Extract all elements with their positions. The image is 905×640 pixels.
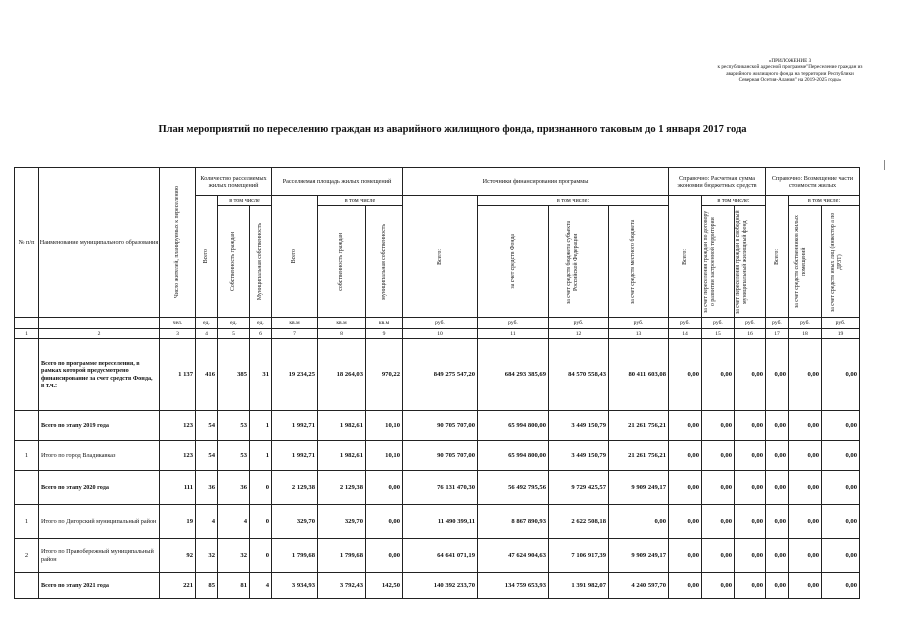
subject-budget-header: за счет средств бюджета субъекта Российской Федерации	[549, 206, 609, 318]
table-row	[15, 441, 860, 471]
table-cell: 19	[160, 505, 196, 539]
table-row	[15, 411, 860, 441]
table-cell: 0,00	[702, 339, 735, 411]
col-name-header: Наименование муниципального образования	[39, 168, 160, 318]
unit-cell: руб.	[669, 318, 702, 329]
table-cell: 0,00	[669, 539, 702, 573]
table-cell: 92	[160, 539, 196, 573]
table-cell: 9 909 249,17	[609, 539, 669, 573]
table-cell: 21 261 756,21	[609, 411, 669, 441]
contract-header: за счет переселения граждан по договору о развитии застроенной территории	[702, 206, 735, 318]
table-cell: 0,00	[702, 471, 735, 505]
table-cell: 9 909 249,17	[609, 471, 669, 505]
municipality-name: Итого по Дигорский муниципальный район	[39, 505, 160, 539]
municipality-name: Всего по этапу 2020 года	[39, 471, 160, 505]
table-cell: 0,00	[766, 441, 789, 471]
table-cell: 0,00	[702, 411, 735, 441]
table-cell: 76 131 470,30	[403, 471, 478, 505]
table-cell: 4 240 597,70	[609, 573, 669, 599]
table-cell: 0,00	[766, 505, 789, 539]
column-number: 2	[39, 329, 160, 339]
table-cell: 221	[160, 573, 196, 599]
table-cell: 84 570 558,43	[549, 339, 609, 411]
table-cell: 123	[160, 441, 196, 471]
table-cell: 54	[196, 441, 218, 471]
column-number: 4	[196, 329, 218, 339]
column-number: 18	[789, 329, 822, 339]
table-cell: 81	[218, 573, 250, 599]
column-number: 7	[272, 329, 318, 339]
table-cell: 36	[196, 471, 218, 505]
table-cell: 19 234,25	[272, 339, 318, 411]
unit-cell: кв.м	[366, 318, 403, 329]
table-cell: 21 261 756,21	[609, 441, 669, 471]
row-index	[15, 411, 39, 441]
table-cell: 32	[196, 539, 218, 573]
table-cell: 1 992,71	[272, 411, 318, 441]
unit-cell: руб.	[478, 318, 549, 329]
column-number: 17	[766, 329, 789, 339]
area-municipal-header: муниципальная собственность	[366, 206, 403, 318]
table-cell: 0,00	[822, 573, 860, 599]
column-number: 8	[318, 329, 366, 339]
table-cell: 0,00	[822, 411, 860, 441]
ref1-incl-header: в том числе:	[702, 196, 766, 206]
table-cell: 0,00	[669, 573, 702, 599]
table-cell: 90 705 707,00	[403, 441, 478, 471]
unit-cell: руб.	[735, 318, 766, 329]
table-cell: 53	[218, 411, 250, 441]
table-cell: 1 391 982,07	[549, 573, 609, 599]
row-index	[15, 573, 39, 599]
table-cell: 64 641 071,19	[403, 539, 478, 573]
column-number: 10	[403, 329, 478, 339]
table-cell: 32	[218, 539, 250, 573]
table-cell: 970,22	[366, 339, 403, 411]
table-cell: 0,00	[822, 339, 860, 411]
table-cell: 0,00	[669, 411, 702, 441]
table-cell: 0,00	[789, 539, 822, 573]
table-row	[15, 539, 860, 573]
area-group-header: Расселяемая площадь жилых помещений	[272, 168, 403, 196]
column-number: 1	[15, 329, 39, 339]
table-cell: 1	[250, 441, 272, 471]
table-cell: 0,00	[789, 441, 822, 471]
appendix-line: «ПРИЛОЖЕНИЕ 3	[768, 58, 812, 64]
table-cell: 0,00	[766, 539, 789, 573]
sources-total-header: Всего:	[403, 196, 478, 318]
ref2-incl-header: в том числе:	[789, 196, 860, 206]
table-cell: 0,00	[735, 505, 766, 539]
appendix-line: к республиканской адресной программе"Переселение граждан из	[717, 64, 863, 71]
table-cell: 1 982,61	[318, 441, 366, 471]
row-index: 2	[15, 539, 39, 573]
column-number: 6	[250, 329, 272, 339]
table-cell: 4	[218, 505, 250, 539]
document-title: План мероприятий по переселению граждан из аварийного жилищного фонда, признанного таковым до 1 января 2017 года	[158, 124, 747, 135]
appendix-line: аварийного жилищного фонда на территории Республики	[726, 70, 854, 77]
table-cell: 134 759 653,93	[478, 573, 549, 599]
column-number: 11	[478, 329, 549, 339]
column-number: 14	[669, 329, 702, 339]
table-cell: 0,00	[766, 411, 789, 441]
table-cell: 65 994 800,00	[478, 441, 549, 471]
table-cell: 1 982,61	[318, 411, 366, 441]
table-cell: 4	[196, 505, 218, 539]
column-number: 3	[160, 329, 196, 339]
units-row	[15, 318, 860, 329]
municipality-name: Всего по этапу 2019 года	[39, 411, 160, 441]
table-cell: 2 129,38	[318, 471, 366, 505]
column-number: 12	[549, 329, 609, 339]
municipality-name: Итого по город Владикавказ	[39, 441, 160, 471]
table-cell: 416	[196, 339, 218, 411]
unit-cell: руб.	[789, 318, 822, 329]
table-cell: 11 490 399,11	[403, 505, 478, 539]
local-budget-header: за счет средств местного бюджета	[609, 206, 669, 318]
municipality-name: Всего по этапу 2021 года	[39, 573, 160, 599]
table-cell: 0,00	[669, 441, 702, 471]
table-row	[15, 573, 860, 599]
table-cell: 0,00	[766, 573, 789, 599]
table-cell: 7 106 917,39	[549, 539, 609, 573]
table-cell: 2 129,38	[272, 471, 318, 505]
table-cell: 0,00	[669, 339, 702, 411]
unit-cell: руб.	[403, 318, 478, 329]
table-cell: 0	[250, 539, 272, 573]
table-cell: 140 392 233,70	[403, 573, 478, 599]
table-cell: 0,00	[735, 539, 766, 573]
table-cell: 0,00	[702, 539, 735, 573]
col-residents-header: Число жителей, планируемых к переселению	[160, 168, 196, 318]
col-num-header: № п/п	[15, 168, 39, 318]
resettlement-plan-table	[14, 167, 860, 599]
table-cell: 56 492 795,56	[478, 471, 549, 505]
table-cell: 0,00	[735, 441, 766, 471]
table-cell: 1 799,68	[318, 539, 366, 573]
table-cell: 0	[250, 505, 272, 539]
table-cell: 0,00	[609, 505, 669, 539]
table-cell: 0,00	[702, 505, 735, 539]
unit-cell: ед.	[250, 318, 272, 329]
table-cell: 3 449 150,79	[549, 411, 609, 441]
table-cell: 0,00	[735, 573, 766, 599]
row-index	[15, 339, 39, 411]
ref-savings-header: Справочно: Расчетная сумма экономии бюджетных средств	[669, 168, 766, 196]
column-numbers-row	[15, 329, 860, 339]
table-cell: 10,10	[366, 411, 403, 441]
table-row	[15, 471, 860, 505]
unit-cell: руб.	[822, 318, 860, 329]
table-cell: 9 729 425,57	[549, 471, 609, 505]
column-number: 13	[609, 329, 669, 339]
table-cell: 142,50	[366, 573, 403, 599]
row-index	[15, 471, 39, 505]
table-cell: 0,00	[766, 339, 789, 411]
area-total-header: Всего	[272, 196, 318, 318]
table-cell: 80 411 603,08	[609, 339, 669, 411]
sources-incl-header: в том числе:	[478, 196, 669, 206]
table-cell: 329,70	[318, 505, 366, 539]
table-cell: 385	[218, 339, 250, 411]
appendix-line: Северная Осетия-Алания" на 2019-2025 годы»	[738, 77, 842, 84]
table-cell: 65 994 800,00	[478, 411, 549, 441]
table-cell: 47 624 904,63	[478, 539, 549, 573]
unit-cell: ед.	[218, 318, 250, 329]
free-stock-header: за счет переселения граждан в свободный муниципальный жилищный фонд	[735, 206, 766, 318]
table-cell: 0,00	[822, 539, 860, 573]
table-cell: 0,00	[789, 339, 822, 411]
table-cell: 2 622 508,18	[549, 505, 609, 539]
rooms-group-header: Количество расселяемых жилых помещений	[196, 168, 272, 196]
table-cell: 31	[250, 339, 272, 411]
owners-header: за счет средств собственников жилых помещений	[789, 206, 822, 318]
table-row	[15, 339, 860, 411]
table-cell: 0,00	[789, 573, 822, 599]
ref2-total-header: Всего:	[766, 196, 789, 318]
unit-cell: ед.	[196, 318, 218, 329]
unit-cell: кв.м	[318, 318, 366, 329]
table-cell: 53	[218, 441, 250, 471]
table-cell: 10,10	[366, 441, 403, 471]
rooms-citizens-header: Собственность граждан	[218, 206, 250, 318]
ref-compensation-header: Справочно: Возмещение части стоимости жилых	[766, 168, 860, 196]
table-cell: 329,70	[272, 505, 318, 539]
column-number: 19	[822, 329, 860, 339]
unit-cell: руб.	[702, 318, 735, 329]
table-row	[15, 505, 860, 539]
table-cell: 0	[250, 471, 272, 505]
table-cell: 36	[218, 471, 250, 505]
table-cell: 111	[160, 471, 196, 505]
other-persons-header: за счет средств иных лиц (инвестор а по ДРЗТ)	[822, 206, 860, 318]
table-cell: 0,00	[702, 573, 735, 599]
table-cell: 0,00	[789, 471, 822, 505]
table-cell: 0,00	[822, 505, 860, 539]
column-number: 9	[366, 329, 403, 339]
table-cell: 0,00	[366, 539, 403, 573]
ref1-total-header: Всего:	[669, 196, 702, 318]
table-cell: 0,00	[735, 339, 766, 411]
column-number: 5	[218, 329, 250, 339]
table-cell: 0,00	[735, 411, 766, 441]
appendix-note	[680, 58, 900, 84]
unit-cell: кв.м	[272, 318, 318, 329]
table-cell: 1 137	[160, 339, 196, 411]
table-cell: 0,00	[766, 471, 789, 505]
table-cell: 0,00	[669, 471, 702, 505]
unit-cell: руб.	[549, 318, 609, 329]
table-cell: 85	[196, 573, 218, 599]
table-cell: 90 705 707,00	[403, 411, 478, 441]
column-number: 16	[735, 329, 766, 339]
table-cell: 0,00	[822, 471, 860, 505]
table-cell: 1 992,71	[272, 441, 318, 471]
table-cell: 3 792,43	[318, 573, 366, 599]
table-cell: 8 867 890,93	[478, 505, 549, 539]
column-number: 15	[702, 329, 735, 339]
table-cell: 0,00	[735, 471, 766, 505]
row-index: 1	[15, 505, 39, 539]
table-cell: 3 449 150,79	[549, 441, 609, 471]
table-cell: 0,00	[366, 505, 403, 539]
unit-cell: руб.	[609, 318, 669, 329]
table-cell: 684 293 385,69	[478, 339, 549, 411]
table-cell: 1	[250, 411, 272, 441]
rooms-incl-header: в том числе	[218, 196, 272, 206]
table-cell: 4	[250, 573, 272, 599]
table-cell: 0,00	[789, 411, 822, 441]
fund-header: за счет средств Фонда	[478, 206, 549, 318]
table-cell: 0,00	[366, 471, 403, 505]
table-cell: 0,00	[669, 505, 702, 539]
municipality-name: Всего по программе переселения, в рамках которой предусмотрено финансирование за счет средств Фонда, в т.ч.:	[39, 339, 160, 411]
table-cell: 18 264,03	[318, 339, 366, 411]
unit-cell: руб.	[766, 318, 789, 329]
area-citizens-header: собственность граждан	[318, 206, 366, 318]
row-index: 1	[15, 441, 39, 471]
table-cell: 3 934,93	[272, 573, 318, 599]
rooms-municipal-header: Муниципальная собственность	[250, 206, 272, 318]
sources-group-header: Источники финансирования программы	[403, 168, 669, 196]
table-cell: 849 275 547,20	[403, 339, 478, 411]
table-cell: 0,00	[789, 505, 822, 539]
municipality-name: Итого по Правобережный муниципальный район	[39, 539, 160, 573]
rooms-total-header: Всего	[196, 196, 218, 318]
scan-artifact	[884, 160, 885, 170]
table-cell: 54	[196, 411, 218, 441]
table-cell: 1 799,68	[272, 539, 318, 573]
table-cell: 0,00	[702, 441, 735, 471]
unit-cell: чел.	[160, 318, 196, 329]
table-cell: 123	[160, 411, 196, 441]
table-cell: 0,00	[822, 441, 860, 471]
area-incl-header: в том числе	[318, 196, 403, 206]
